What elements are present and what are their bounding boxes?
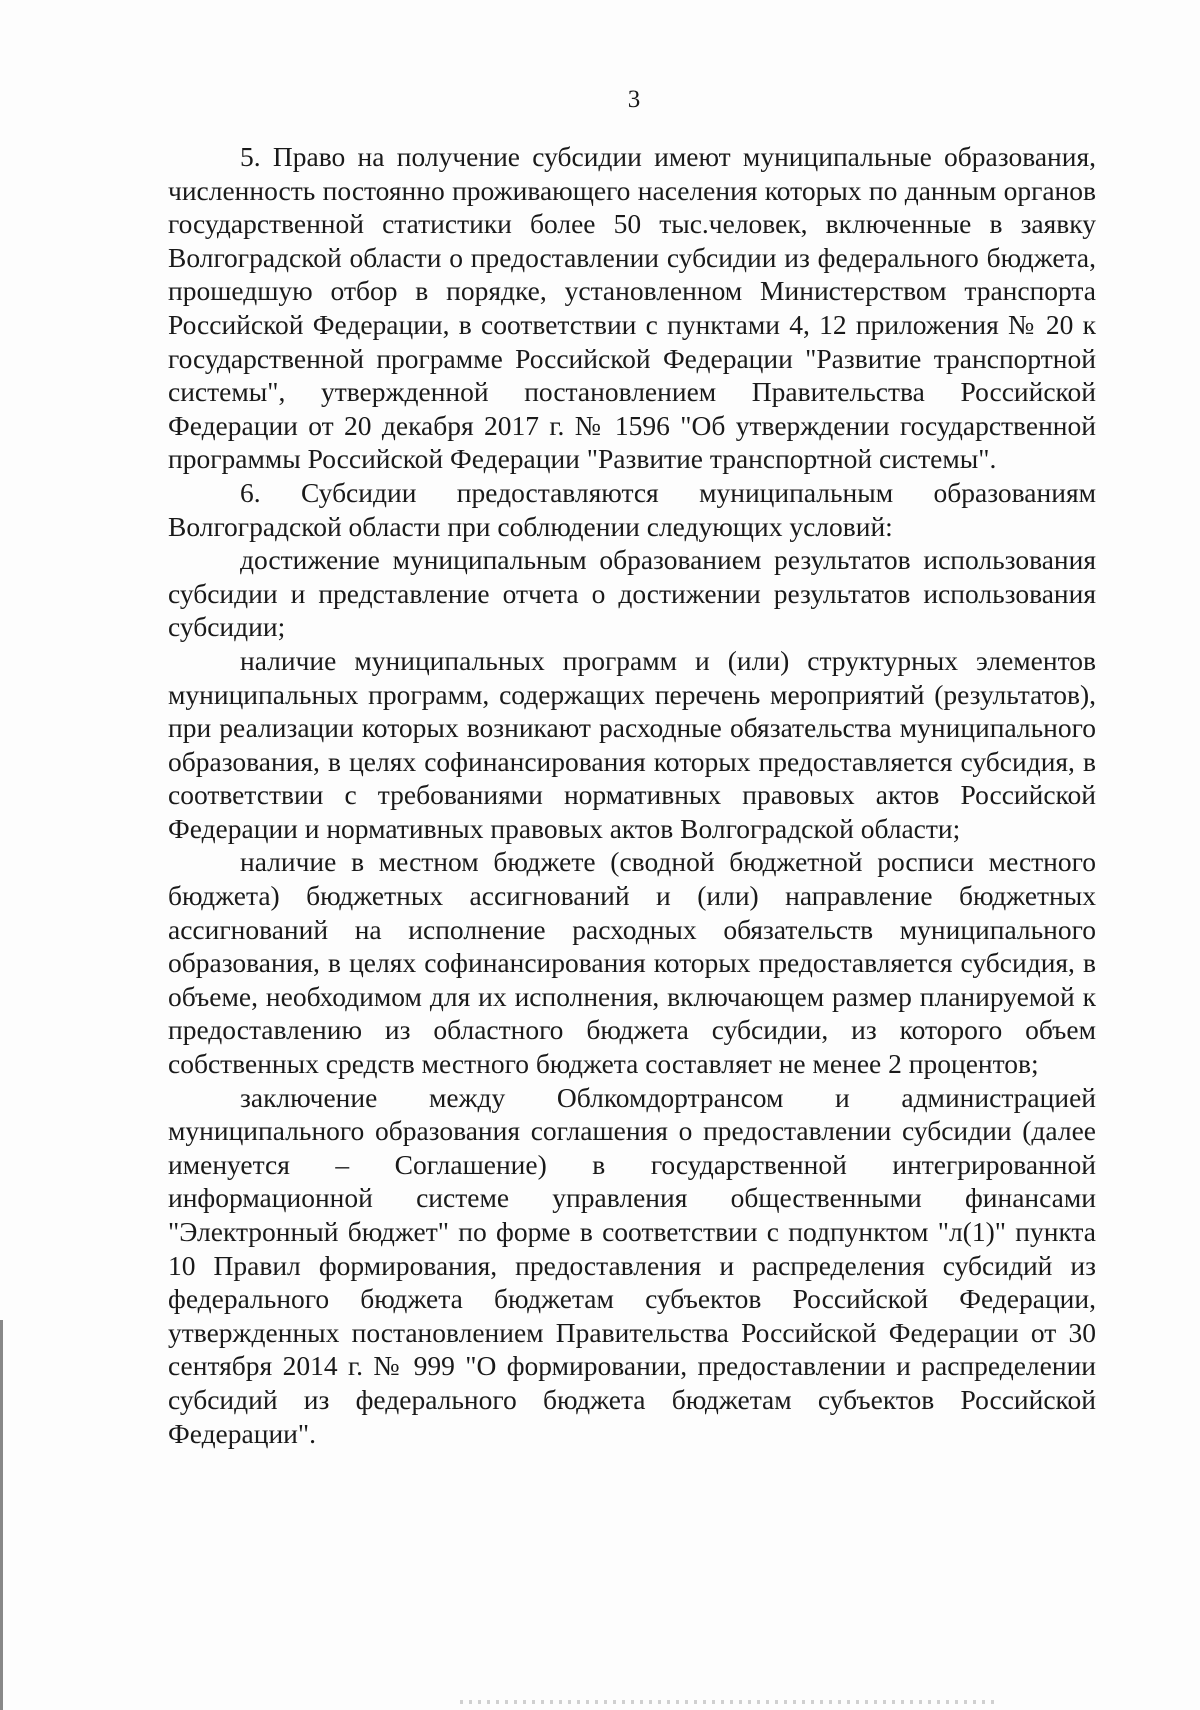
condition-municipal-programs: наличие муниципальных программ и (или) структурных элементов муниципальных программ, содержащих перечень мероприятий (результатов), при реализации которых возникают расходные обязательства муниципального образования, в целях софинансирования которых предоставляется субсидия, в соответствии с требованиями нормативных правовых актов Российской Федерации и нормативных правовых актов Волгоградской области;: [168, 644, 1096, 844]
condition-agreement: заключение между Облкомдортрансом и администрацией муниципального образования соглашения о предоставлении субсидии (далее именуется – Соглашение) в государственной интегрированной информационной системе управления общественными финансами "Электронный бюджет" по форме в соответствии с подпунктом "л(1)" пункта 10 Правил формирования, предоставления и распределения субсидий из федерального бюджета бюджетам субъектов Российской Федерации, утвержденных постановлением Правительства Российской Федерации от 30 сентября 2014 г. № 999 "О формировании, предоставлении и распределении субсидий из федерального бюджета бюджетам субъектов Российской Федерации".: [168, 1081, 1096, 1449]
paragraph-6-conditions-intro: 6. Субсидии предоставляются муниципальным образованиям Волгоградской области при соблюдении следующих условий:: [168, 476, 1096, 542]
condition-budget-allocations: наличие в местном бюджете (сводной бюджетной росписи местного бюджета) бюджетных ассигнований и (или) направление бюджетных ассигнований на исполнение расходных обязательств муниципального образования, в целях софинансирования которых предоставляется субсидия, в объеме, необходимом для их исполнения, включающем размер планируемой к предоставлению из областного бюджета субсидии, из которого объем собственных средств местного бюджета составляет не менее 2 процентов;: [168, 846, 1096, 1080]
condition-results-report: достижение муниципальным образованием результатов использования субсидии и представление отчета о достижении результатов использования субсидии;: [168, 544, 1096, 643]
page-number: 3: [627, 86, 641, 113]
paragraph-5-subsidy-eligibility: 5. Право на получение субсидии имеют муниципальные образования, численность постоянно проживающего населения которых по данным органов государственной статистики более 50 тыс.человек, включенные в заявку Волгоградской области о предоставлении субсидии из федерального бюджета, прошедшую отбор в порядке, установленном Министерством транспорта Российской Федерации, в соответствии с пунктами 4, 12 приложения № 20 к государственной программе Российской Федерации "Развитие транспортной системы", утвержденной постановлением Правительства Российской Федерации от 20 декабря 2017 г. № 1596 "Об утверждении государственной программы Российской Федерации "Развитие транспортной системы".: [168, 141, 1096, 475]
scan-bottom-artifact: [460, 1700, 1000, 1704]
document-body: [168, 140, 1096, 1450]
scan-edge-shadow: [0, 1320, 3, 1710]
